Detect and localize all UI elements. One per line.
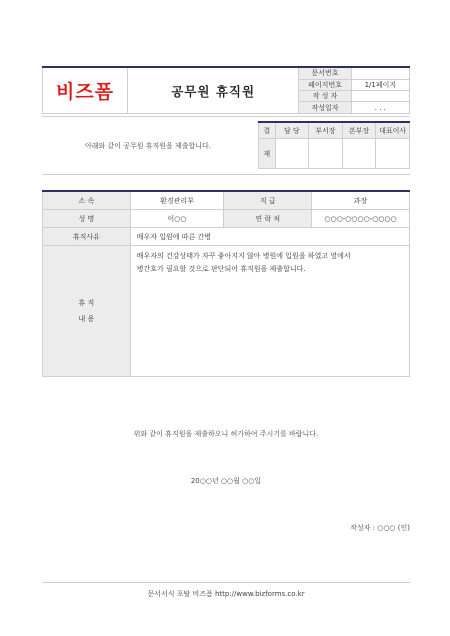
- signature-box[interactable]: [342, 139, 376, 169]
- divider: [42, 174, 410, 175]
- meta-label: 작 성 자: [299, 91, 351, 102]
- footer-divider: [42, 582, 410, 583]
- approval-column: 담 당: [275, 122, 309, 139]
- meta-value: [351, 67, 409, 79]
- dept-label: 소 속: [43, 191, 131, 210]
- content-line: 배우자의 건강상태가 자꾸 좋아지지 않아 병원에 입원을 하였고 옆에서: [136, 252, 351, 260]
- meta-value: 1/1페이지: [351, 79, 409, 90]
- contact-label: 연 락 처: [224, 210, 312, 228]
- bizforms-logo: 비즈폼: [55, 81, 114, 103]
- pledge-text: 위와 같이 휴직원을 제출하오니 허가하여 주시기를 바랍니다.: [133, 430, 319, 438]
- intro-text: 아래와 같이 공무원 휴직원을 제출합니다.: [84, 141, 212, 150]
- approval-column: 본부장: [342, 122, 376, 139]
- document-title: 공무원 휴직원: [171, 83, 256, 99]
- reason-value: 배우자 입원에 따른 간병: [130, 228, 409, 246]
- position-value: 과장: [312, 191, 410, 210]
- document-header: [42, 66, 410, 114]
- content-value: [130, 246, 409, 377]
- name-label: 성 명: [43, 210, 131, 228]
- signature-box[interactable]: [309, 139, 343, 169]
- content-label: [43, 246, 131, 377]
- meta-value: [351, 91, 409, 102]
- title-cell: [127, 67, 298, 114]
- meta-label: 작성일자: [299, 102, 351, 114]
- meta-label: 문서번호: [299, 67, 351, 79]
- author-signature: 작성자 : ○○○ (인): [350, 524, 410, 532]
- dept-value: 환경관리부: [130, 191, 224, 210]
- name-value: 이○○: [130, 210, 224, 228]
- footer-text: 문서서식 포탈 비즈폼 http://www.bizforms.co.kr: [147, 590, 305, 598]
- leave-form-table: [42, 190, 410, 377]
- signature-box[interactable]: [376, 139, 410, 169]
- contact-value: ○○○-○○○○-○○○○: [312, 210, 410, 228]
- approval-side-label: 결: [259, 122, 276, 139]
- content-label-line: 내 용: [78, 315, 95, 323]
- position-label: 직 급: [224, 191, 312, 210]
- signature-box[interactable]: [275, 139, 309, 169]
- approval-box: [258, 121, 410, 169]
- submission-date: 20○○년 ○○월 ○○일: [190, 477, 262, 485]
- content-line: 병간호가 필요할 것으로 판단되어 휴직원을 제출합니다.: [136, 265, 306, 273]
- approval-side-label: 재: [259, 139, 276, 169]
- logo-cell: [43, 67, 128, 114]
- meta-label: 페이지번호: [299, 79, 351, 90]
- approval-column: 대표이사: [376, 122, 410, 139]
- reason-label: 휴직사유: [43, 228, 131, 246]
- content-label-line: 휴 직: [78, 299, 95, 307]
- meta-value: . . .: [351, 102, 409, 114]
- approval-column: 부서장: [309, 122, 343, 139]
